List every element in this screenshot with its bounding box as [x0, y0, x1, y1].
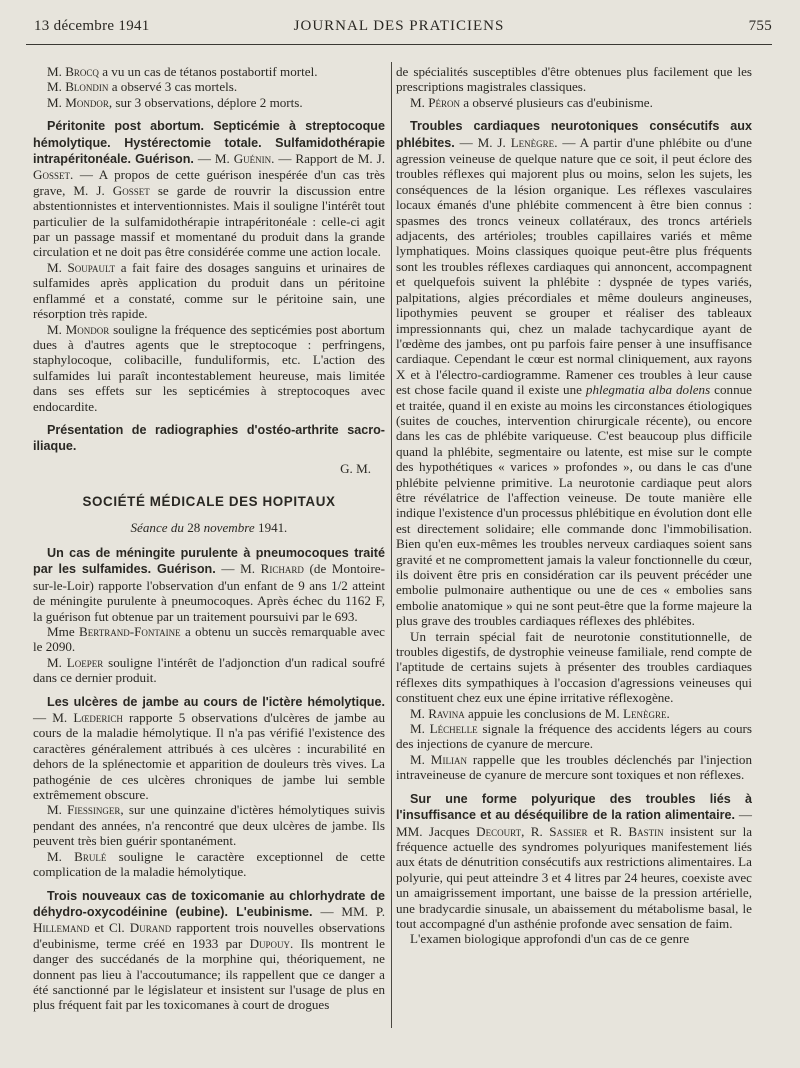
- paragraph-peron: M. Péron a observé plusieurs cas d'eubinisme.: [410, 94, 653, 110]
- article-peritonite: Péritonite post abortum. Septicémie à streptocoque hémolytique. Hystérectomie totale. Sulfamidothérapie intrapéritonéale. Guérison. — M. Guénin. — Rapport de M. J. Gosset. — A propos de cette guérison inespérée d'un cas très grave, M. J. Gosset se garde de rouvrir la discussion entre abstentionnistes et interventionnistes. Mais il souligne l'intérêt tout particulier de la sulfamidothérapie intrapéritonéale : celle-ci agit par un passage massif et momentané du produit dans la grande circulation et ne doit pas être considérée comme une action locale.: [33, 119, 385, 260]
- section-title: SOCIÉTÉ MÉDICALE DES HOPITAUX: [82, 494, 336, 510]
- column-divider: [391, 62, 392, 1028]
- article-title: Un cas de méningite purulente à pneumocoques traité par les sulfamides. Guérison.: [33, 545, 385, 577]
- left-column: [33, 64, 385, 1013]
- signature: G. M.: [340, 460, 371, 476]
- article-title: Les ulcères de jambe au cours de l'ictère hémolytique.: [47, 694, 385, 709]
- paragraph-continuation: de spécialités susceptibles d'être obtenues plus facilement que les prescriptions magistrales classiques.: [396, 64, 752, 95]
- header-journal-title: JOURNAL DES PRATICIENS: [293, 18, 505, 34]
- paragraph-examen: L'examen biologique approfondi d'un cas de ce genre: [410, 931, 690, 947]
- article-forme-polyurique: Sur une forme polyurique des troubles liés à l'insuffisance et au déséquilibre de la ration alimentaire. — MM. Jacques Decourt, R. Sassier et R. Bastin insistent sur la fréquence actuelle des syndromes polyuriques manifestement liés aux états de dénutrition consécutifs aux restrictions alimentaires. La polyurie, qui peut atteindre 3 et 4 litres par 24 heures, coexiste avec un amaigrissement important, une baisse de la pression artérielle, une bradycardie sinusale, un abaissement du métabolisme basal, le tout accompagné d'un asthénie profonde avec sensation de faim.: [396, 791, 753, 931]
- header-page-number: 755: [748, 18, 772, 34]
- article-title: Trois nouveaux cas de toxicomanie au chlorhydrate de déhydro-oxycodéinine (eubine). L'eubinisme.: [33, 888, 385, 919]
- paragraph-mondor: M. Mondor, sur 3 observations, déplore 2 morts.: [47, 94, 303, 110]
- article-toxicomanie: Trois nouveaux cas de toxicomanie au chlorhydrate de déhydro-oxycodéinine (eubine). L'eubinisme. — MM. P. Hillemand et Cl. Durand rapportent trois nouvelles observations d'eubinisme, terme créé en 1933 par Dupouy. Ils montrent le danger des succédanés de la morphine qui, théoriquement, ne donnent pas lieu à l'accoutumance; ils rappellent que ce danger a été sanctionné par le législateur et insistent sur l'usage de plus en plus fréquent fait par les toxicomanes à court de drogues: [33, 888, 386, 1013]
- article-title: Sur une forme polyurique des troubles liés à l'insuffisance et au déséquilibre de la ration alimentaire.: [396, 791, 752, 823]
- paragraph-milian: M. Milian rappelle que les troubles déclenchés par l'injection intraveineuse de cyanure de mercure sont toxiques et non réflexes.: [396, 751, 752, 783]
- paragraph-fiessinger: M. Fiessinger, sur une quinzaine d'ictères hémolytiques suivis pendant des années, n'a rencontré que deux ulcères de jambe. Ils peuvent très bien guérir spontanément.: [33, 802, 385, 849]
- paragraph-terrain: Un terrain spécial fait de neurotonie constitutionnelle, de troubles digestifs, de dystrophie veineuse familiale, rend compte de l'aptitude de certains sujets à présenter des troubles cardiaques réflexes dits sympathiques à l'occasion d'agressions veineuses qui constituent chez eux une épine irritative réflexogène.: [396, 628, 752, 706]
- article-title: Péritonite post abortum. Septicémie à streptocoque hémolytique. Hystérectomie totale. Sulfamidothérapie intrapéritonéale. Guérison.: [33, 119, 385, 167]
- article-troubles-cardiaques: Troubles cardiaques neurotoniques consécutifs aux phlébites. — M. J. Lenègre. — A partir d'une phlébite ou d'une agression veineuse de quelque nature que ce soit, il peut éclore des troubles réflexes qui majorent plus ou moins, selon les sujets, les conséquences de la lésion organique. Les réflexes vasculaires locaux émanés d'une phlébite commencent à être bien connus : spasmes des troncs veineux collatéraux, des troncs artériels adjacents, des artérioles; troubles capillaires variés et même lymphatiques. Moins classiques quoique peut-être plus fréquents sont les troubles réflexes cardiaques qui annoncent, accompagnent et quelquefois suivent la phlébite : dyspnée de types variés, palpitations, algies précordiales et même douleurs angineuses, lipothymies peuvent se grouper et réaliser des tableaux impressionnants qui, chez un malade tachycardique ayant de l'œdème des jambes, ont pu parfois faire penser à une insuffisance cardiaque. Cependant le cœur est normal cliniquement, aux rayons X et à l'électro-cardiogramme. Ramener ces troubles à leur cause est chose facile quand il existe une phlegmatia alba dolens connue et traitée, quand il en existe au moins les circonstances étiologiques (suites de couches, intervention chirurgicale récente), ou encore dans les cas de phlébite variqueuse. C'est beaucoup plus difficile quand la phlébite, segmentaire ou latente, est mise sur le compte des hypothétiques « varices » profondes », ou dans le cas d'une phlébite pelvienne primitive. La neurotonie cardiaque peut alors être révélatrice de l'affection veineuse. De toute manière elle indique l'existence d'un processus phlébitique en évolution dont elle est directement solidaire; elle commande donc l'immobilisation. Bien qu'en eux-mêmes les troubles nerveux cardiaques soient sans gravité et ne compromettent jamais la valeur fonctionnelle du cœur, ils doivent être pris en considération car ils peuvent précéder une embolie pulmonaire authentique ou une de ces « embolies sans embolie anatomique » qui ne sont peut-être que la forme majeure la plus grave des troubles cardiaques réflexes des phlébites.: [396, 119, 752, 629]
- page-header: [26, 18, 772, 40]
- seance-date: Séance du 28 novembre 1941.: [130, 519, 288, 535]
- paragraph-soupault: M. Soupault a fait faire des dosages sanguins et urinaires de sulfamides après application du produit dans un péritoine enflammé et a constaté, comme sur le péritoine sain, une résorption très rapide.: [33, 259, 385, 322]
- right-column: [396, 64, 752, 947]
- paragraph-bertrand-fontaine: Mme Bertrand-Fontaine a obtenu un succès remarquable avec le 2090.: [33, 624, 385, 655]
- paragraph-ravina: M. Ravina appuie les conclusions de M. Lenègre.: [410, 705, 670, 721]
- article-radiographies: [33, 422, 385, 455]
- article-title: Troubles cardiaques neurotoniques consécutifs aux phlébites.: [396, 119, 752, 150]
- header-date: 13 décembre 1941: [34, 18, 150, 34]
- paragraph-blondin: M. Blondin a observé 3 cas mortels.: [47, 79, 238, 95]
- header-rule: [26, 44, 772, 45]
- paragraph-brocq: M. Brocq a vu un cas de tétanos postabortif mortel.: [47, 64, 318, 79]
- paragraph-brule: M. Brulé souligne le caractère exceptionnel de cette complication de la maladie hémolytique.: [33, 848, 386, 880]
- paragraph-mondor-2: M. Mondor souligne la fréquence des septicémies post abortum dues à d'autres agents que le streptocoque : perfringens, staphylocoque, colibacille, funduliformis, etc. L'action des sulfamides lui paraît incontestablement heureuse, mais limitée dans ses effets sur les septicémies à streptocoques avec endocardite.: [33, 321, 385, 414]
- article-title: Présentation de radiographies d'ostéo-arthrite sacro-iliaque.: [33, 422, 385, 454]
- article-meningite: Un cas de méningite purulente à pneumocoques traité par les sulfamides. Guérison. — M. Richard (de Montoire-sur-le-Loir) rapporte l'observation d'un enfant de 9 ans 1/2 atteint de méningite purulente à pneumocoques. Après échec du 1162 F, la guérison fut obtenue par un traitement poursuivi par le 693.: [33, 545, 385, 624]
- article-ulceres: Les ulcères de jambe au cours de l'ictère hémolytique. — M. Lœderich rapporte 5 observations d'ulcères de jambe au cours de la maladie hémolytique. Il n'a pas vérifié l'existence des caractères généralement attribués à ces ulcères : incurabilité en dehors de la splénectomie et apparition de douleurs très vives. La pathogénie de ces ulcères chroniques de jambe lui semble extrêmement obscure.: [33, 694, 385, 803]
- paragraph-loeper: M. Loeper souligne l'intérêt de l'adjonction d'un radical soufré dans ce dernier produit.: [33, 654, 385, 686]
- paragraph-lechelle: M. Léchelle signale la fréquence des accidents légers au cours des injections de cyanure de mercure.: [396, 721, 753, 752]
